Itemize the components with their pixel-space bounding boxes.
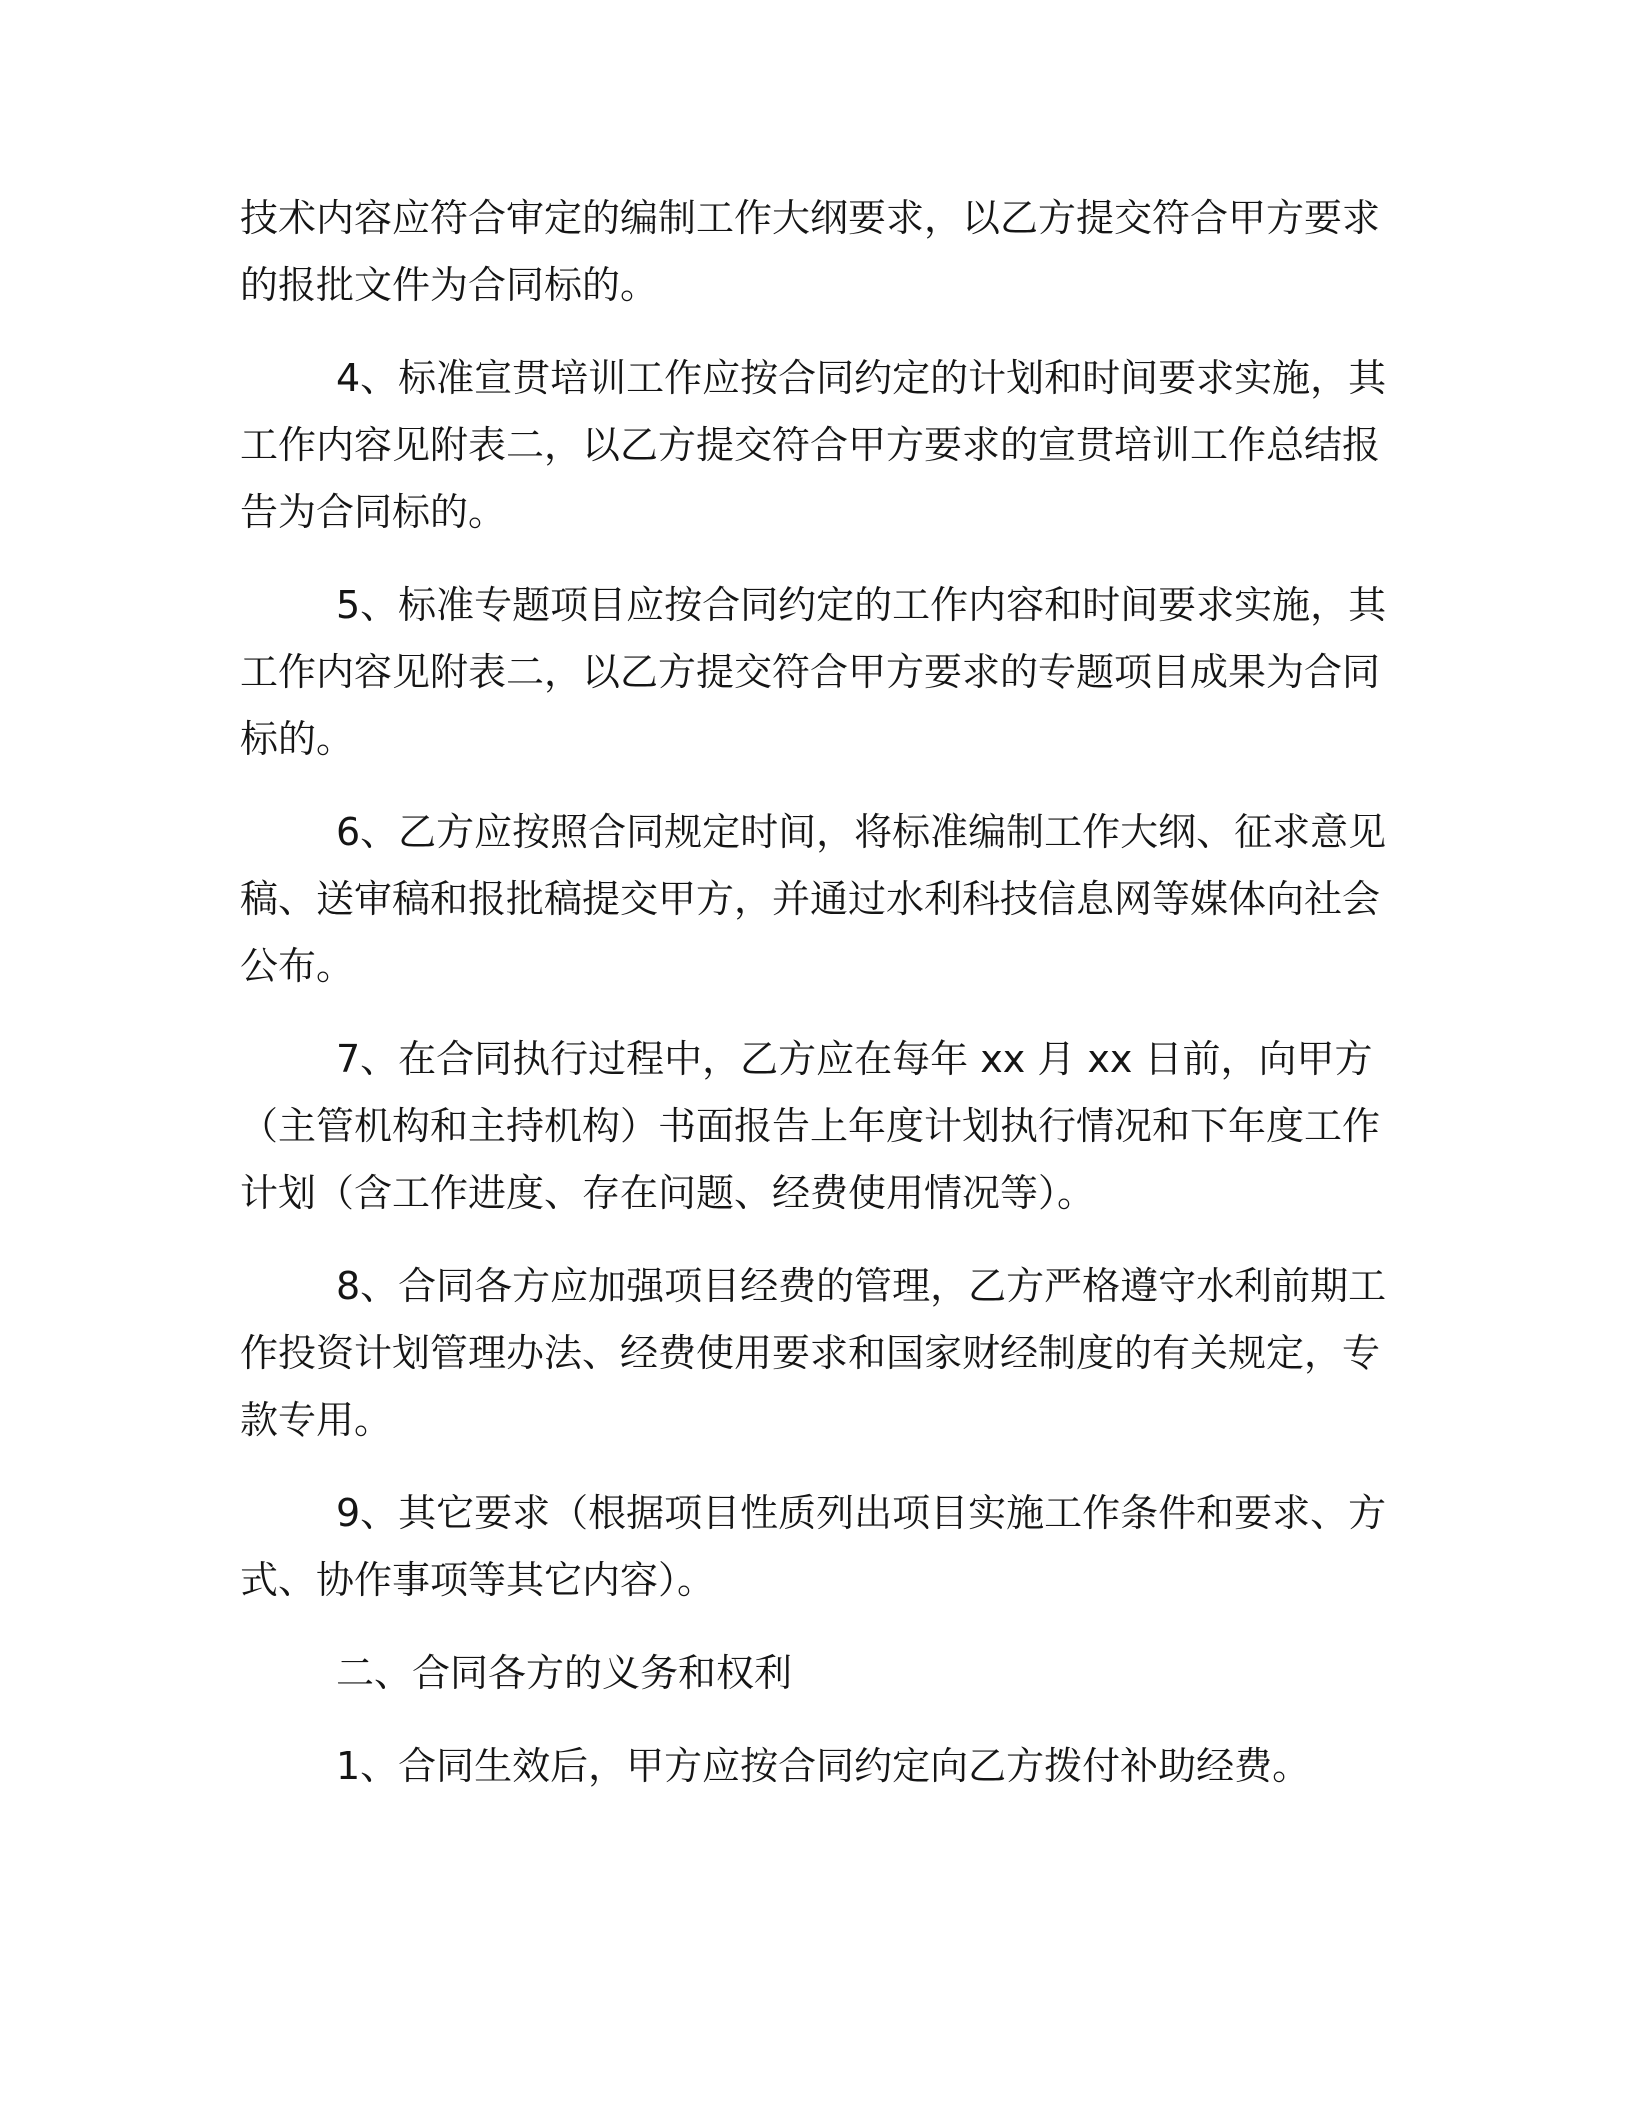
paragraph-first-line: 7、在合同执行过程中，乙方应在每年 xx 月 xx 日前，向甲方	[336, 1037, 1373, 1081]
text-line: 技术内容应符合审定的编制工作大纲要求，以乙方提交符合甲方要求	[240, 196, 1381, 240]
text-line: 告为合同标的。	[240, 490, 507, 534]
paragraph-first-line: 8、合同各方应加强项目经费的管理，乙方严格遵守水利前期工	[336, 1264, 1387, 1308]
paragraph-first-line: 4、标准宣贯培训工作应按合同约定的计划和时间要求实施，其	[336, 356, 1387, 400]
text-line: 稿、送审稿和报批稿提交甲方，并通过水利科技信息网等媒体向社会	[240, 877, 1381, 921]
section-heading: 二、合同各方的义务和权利	[336, 1651, 793, 1695]
text-line: 工作内容见附表二，以乙方提交符合甲方要求的专题项目成果为合同	[240, 650, 1381, 694]
text-line: 标的。	[240, 717, 355, 761]
text-line: 计划（含工作进度、存在问题、经费使用情况等）。	[240, 1171, 1096, 1215]
text-line: 款专用。	[240, 1398, 393, 1442]
text-line: （主管机构和主持机构）书面报告上年度计划执行情况和下年度工作	[240, 1104, 1381, 1148]
paragraph-first-line: 5、标准专题项目应按合同约定的工作内容和时间要求实施，其	[336, 583, 1387, 627]
text-line: 的报批文件为合同标的。	[240, 263, 659, 307]
paragraph-first-line: 6、乙方应按照合同规定时间，将标准编制工作大纲、征求意见	[336, 810, 1387, 854]
text-line: 工作内容见附表二，以乙方提交符合甲方要求的宣贯培训工作总结报	[240, 423, 1381, 467]
text-line: 公布。	[240, 944, 355, 988]
text-line: 式、协作事项等其它内容）。	[240, 1558, 716, 1602]
paragraph-first-line: 1、合同生效后，甲方应按合同约定向乙方拨付补助经费。	[336, 1744, 1311, 1788]
text-line: 作投资计划管理办法、经费使用要求和国家财经制度的有关规定，专	[240, 1331, 1381, 1375]
paragraph-first-line: 9、其它要求（根据项目性质列出项目实施工作条件和要求、方	[336, 1491, 1387, 1535]
